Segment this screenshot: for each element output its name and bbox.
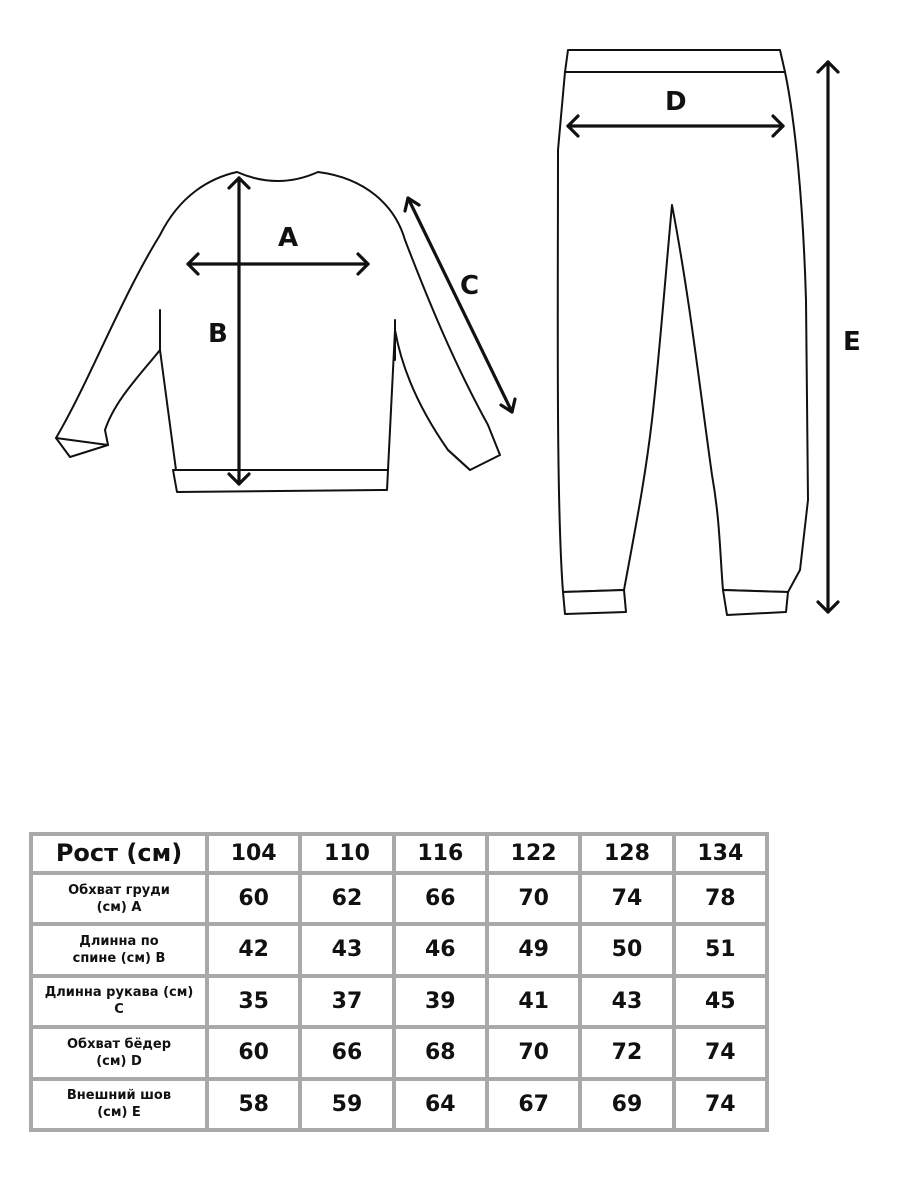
value-cell: 37 — [302, 978, 391, 1025]
label-e: E — [843, 327, 861, 357]
value-cell: 41 — [489, 978, 578, 1025]
size-header-cell: 116 — [396, 836, 485, 871]
row-label-line: (см) А — [96, 899, 142, 915]
row-label-line: Длинна рукава (см) — [44, 985, 194, 1001]
value-cell: 74 — [582, 875, 671, 922]
value-cell: 49 — [489, 926, 578, 973]
sweatshirt-drawing — [56, 172, 500, 492]
value-cell: 70 — [489, 1029, 578, 1076]
value-cell: 74 — [676, 1081, 765, 1128]
value-cell: 74 — [676, 1029, 765, 1076]
size-header-cell: 134 — [676, 836, 765, 871]
value-cell: 66 — [302, 1029, 391, 1076]
row-label-line: Длинна по — [79, 933, 159, 949]
value-cell: 60 — [209, 1029, 298, 1076]
row-label-line: Обхват бёдер — [66, 1036, 172, 1052]
value-cell: 43 — [582, 978, 671, 1025]
value-cell: 46 — [396, 926, 485, 973]
value-cell: 69 — [582, 1081, 671, 1128]
size-chart-table — [29, 832, 769, 1132]
label-c: C — [460, 271, 480, 301]
row-label-line: (см) D — [96, 1053, 142, 1069]
value-cell: 42 — [209, 926, 298, 973]
value-cell: 62 — [302, 875, 391, 922]
value-cell: 45 — [676, 978, 765, 1025]
row-label-line: спине (см) В — [72, 950, 166, 966]
row-label-line: (см) E — [97, 1105, 141, 1121]
row-label-line: Обхват груди — [68, 882, 170, 898]
label-a: A — [278, 223, 299, 253]
value-cell: 72 — [582, 1029, 671, 1076]
row-label-cell — [33, 926, 205, 973]
value-cell: 35 — [209, 978, 298, 1025]
table-row-outseam — [33, 1081, 765, 1128]
table-row-hips — [33, 1029, 765, 1076]
row-label-cell — [33, 978, 205, 1025]
value-cell: 50 — [582, 926, 671, 973]
value-cell: 67 — [489, 1081, 578, 1128]
table-row-chest — [33, 875, 765, 922]
row-label-cell — [33, 1081, 205, 1128]
value-cell: 59 — [302, 1081, 391, 1128]
value-cell: 51 — [676, 926, 765, 973]
value-cell: 39 — [396, 978, 485, 1025]
table-row-back-length — [33, 926, 765, 973]
row-label-line: С — [114, 1002, 124, 1018]
table-row-sleeve-length — [33, 978, 765, 1025]
label-b: B — [208, 319, 228, 349]
value-cell: 43 — [302, 926, 391, 973]
table-header-row — [33, 836, 765, 871]
value-cell: 68 — [396, 1029, 485, 1076]
value-cell: 64 — [396, 1081, 485, 1128]
height-header-cell: Рост (см) — [33, 836, 205, 871]
value-cell: 66 — [396, 875, 485, 922]
row-label-cell — [33, 875, 205, 922]
size-header-cell: 128 — [582, 836, 671, 871]
row-label-cell — [33, 1029, 205, 1076]
value-cell: 78 — [676, 875, 765, 922]
value-cell: 70 — [489, 875, 578, 922]
size-header-cell: 122 — [489, 836, 578, 871]
size-header-cell: 110 — [302, 836, 391, 871]
value-cell: 60 — [209, 875, 298, 922]
pants-drawing — [558, 50, 808, 615]
row-label-line: Внешний шов — [66, 1088, 172, 1104]
size-header-cell: 104 — [209, 836, 298, 871]
value-cell: 58 — [209, 1081, 298, 1128]
arrow-e — [818, 62, 838, 612]
label-d: D — [665, 87, 687, 117]
